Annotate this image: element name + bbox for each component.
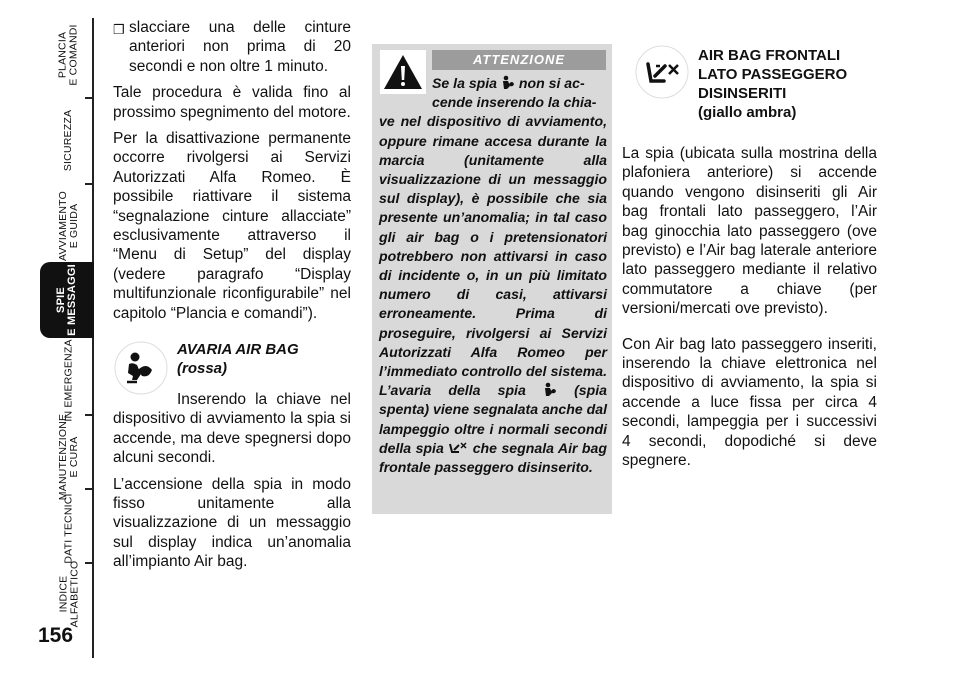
tab-label: SICUREZZA (62, 109, 75, 171)
title-line: AVARIA AIR BAG (177, 341, 299, 358)
airbag-warning-icon (543, 382, 557, 397)
tab-divider (85, 183, 94, 185)
text-run: non si ac- (518, 75, 585, 91)
tab-label: AVVIAMENTO E GUIDA (57, 191, 81, 261)
tab-divider (85, 488, 94, 490)
bullet-text: slacciare una delle cinture anteriori non prima di 20 secondi e non oltre 1 minuto. (129, 19, 351, 75)
paragraph: L’accensione della spia in modo fisso unitamente alla visualizzazione di un messaggio sul display indica un’anomalia all’impianto Air bag. (113, 475, 351, 571)
tab-sicurezza[interactable] (44, 102, 94, 178)
passenger-airbag-off-icon (448, 440, 468, 455)
indented-line: cende inserendo la chia- (432, 94, 597, 111)
text-run: che segnala Air bag frontale passeggero disinserito. (379, 439, 607, 476)
title-line: AIR BAG FRONTALI (698, 47, 841, 64)
paragraph: La spia (ubicata sulla mostrina della plafoniera anteriore) si accende quando vengono disinseriti gli Air bag frontali lato passeggero, l’Air bag ginocchia lato passeggero (ove previsto) e l’Air bag laterale anteriore lato passeggero mediante il relativo commutatore a chiave (per versioni/mercati ove previsto). (622, 145, 877, 318)
tab-indice-alfabetico[interactable] (44, 560, 94, 628)
tab-divider (85, 414, 94, 416)
tab-label: SPIE E MESSAGGI (55, 264, 78, 336)
title-line: DISINSERITI (698, 85, 787, 102)
tab-label: PLANCIA E COMANDI (57, 24, 80, 86)
tab-label: MANUTENZIONE E CURA (57, 413, 80, 501)
list-item (113, 18, 351, 76)
text-run: ve nel dispositivo di avviamento, oppure rimane accesa durante la marcia (unitamente alla visualizzazione di un messaggio sul display), è possibile che sia presente un’anomalia; in tal caso gli air bag o i pretensionatori potrebbero non attivarsi in caso di incidente o, in un più limitato numero di casi, attivarsi erroneamente. Prima di proseguire, rivolgersi ai Servizi Autorizzati Alfa Romeo per l’immediato controllo del sistema. L’avaria della spia (379, 113, 607, 399)
tab-label: INDICE ALFABETICO (57, 560, 80, 628)
attention-text (379, 74, 607, 477)
tab-avviamento-e-guida[interactable] (44, 188, 94, 264)
left-column (113, 18, 351, 330)
paragraph: Inserendo la chiave nel dispositivo di avviamento la spia si accende, ma deve spegnersi dopo alcuni secondi. (113, 391, 351, 467)
section-tab-rail (0, 0, 100, 692)
airbag-warning-icon (113, 340, 169, 396)
tab-label: IN EMERGENZA (62, 338, 75, 422)
checkbox-bullet-icon: ❒ (113, 22, 125, 37)
airbag-warning-icon (501, 75, 515, 90)
title-line: (rossa) (177, 360, 228, 377)
tab-spie-e-messaggi[interactable] (40, 262, 94, 338)
tab-in-emergenza[interactable] (44, 338, 94, 422)
section-title (698, 46, 898, 122)
tab-divider (85, 97, 94, 99)
attention-heading: ATTENZIONE (432, 50, 606, 70)
tab-divider (85, 562, 94, 564)
title-line: LATO PASSEGGERO (698, 66, 848, 83)
passenger-airbag-off-icon (634, 44, 690, 100)
indented-line (379, 74, 607, 93)
section-body (113, 390, 351, 572)
tab-manutenzione-e-cura[interactable] (44, 413, 94, 501)
tab-label: DATI TECNICI (62, 492, 75, 564)
right-column (622, 144, 877, 478)
paragraph: Con Air bag lato passeggero inseriti, inserendo la chiave elettronica nel dispositivo di avviamento, la spia si accende a luce fissa per circa 4 secondi, lampeggia per i successivi 4 secondi, dopodiché si deve spegnere. (622, 335, 877, 470)
text-run: (spia spenta) viene segnalata anche dal lampeggio oltre i normali secondi della spia (379, 382, 607, 456)
tab-plancia-e-comandi[interactable] (44, 18, 94, 92)
avaria-air-bag-section (113, 340, 351, 579)
tab-dati-tecnici[interactable] (44, 492, 94, 564)
title-line: (giallo ambra) (698, 104, 797, 121)
paragraph: Tale procedura è valida fino al prossimo spegnimento del motore. (113, 84, 351, 121)
text-run: Se la spia (432, 75, 498, 91)
page-number: 156 (38, 624, 74, 647)
paragraph: Per la disattivazione permanente occorre rivolgersi ai Servizi Autorizzati Alfa Romeo. È possibile riattivare il sistema “segnalazione cinture allacciate” esclusivamente attraverso il “Menu di Setup” del display (vedere paragrafo “Display multifunzionale riconfigurabile” nel capitolo “Plancia e comandi”). (113, 130, 351, 322)
section-title (177, 340, 351, 378)
